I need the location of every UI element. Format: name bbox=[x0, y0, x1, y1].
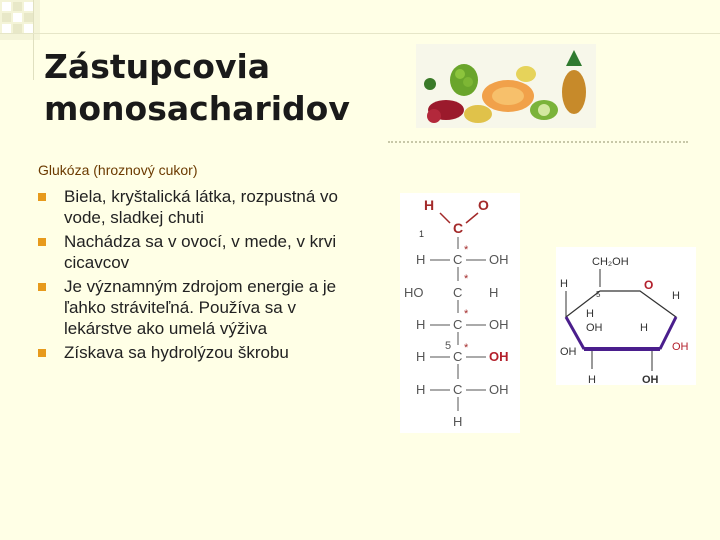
bullet-square-icon bbox=[38, 283, 46, 291]
corner-grid-decoration bbox=[0, 0, 40, 40]
dotted-divider bbox=[388, 141, 688, 143]
fischer-label: H bbox=[416, 252, 426, 267]
haworth-label: OH bbox=[586, 322, 603, 334]
fischer-label: * bbox=[464, 244, 469, 256]
fruit-image bbox=[416, 44, 596, 128]
fischer-label: OH bbox=[489, 349, 509, 364]
haworth-label: CH₂OH bbox=[592, 256, 629, 268]
bullet-text: Nachádza sa v ovocí, v mede, v krvi cicavcov bbox=[64, 232, 337, 272]
fischer-label: H bbox=[489, 285, 499, 300]
fischer-label: HO bbox=[404, 285, 424, 300]
bullet-text: Biela, kryštalická látka, rozpustná vo vode, sladkej chuti bbox=[64, 187, 339, 227]
glucose-fischer-projection bbox=[400, 193, 520, 433]
haworth-label: OH bbox=[560, 346, 577, 358]
decor-horizontal-line bbox=[0, 33, 720, 34]
haworth-label: H bbox=[640, 322, 648, 334]
decor-vertical-line bbox=[33, 0, 34, 80]
fischer-label: 1 bbox=[419, 229, 425, 239]
bullet-text: Získava sa hydrolýzou škrobu bbox=[64, 343, 289, 362]
fischer-label: OH bbox=[489, 382, 509, 397]
fischer-label: * bbox=[464, 308, 469, 320]
haworth-label: H bbox=[672, 290, 680, 302]
glucose-haworth-projection bbox=[556, 247, 696, 385]
fischer-label: * bbox=[464, 273, 469, 285]
haworth-label: OH bbox=[672, 341, 689, 353]
bullet-square-icon bbox=[38, 349, 46, 357]
bullet-list bbox=[38, 186, 368, 366]
section-subtitle: Glukóza (hroznový cukor) bbox=[38, 162, 198, 178]
fischer-label: H bbox=[416, 317, 426, 332]
fischer-label: OH bbox=[489, 252, 509, 267]
fischer-label: H bbox=[453, 414, 463, 429]
fischer-label: OH bbox=[489, 317, 509, 332]
fischer-label: C bbox=[453, 317, 463, 332]
fischer-label: H bbox=[416, 349, 426, 364]
fischer-label: C bbox=[453, 285, 463, 300]
fischer-label: C bbox=[453, 349, 463, 364]
fischer-label: H bbox=[424, 197, 435, 213]
fischer-label: O bbox=[478, 197, 489, 213]
slide-title bbox=[44, 46, 424, 130]
bullet-square-icon bbox=[38, 193, 46, 201]
list-item bbox=[38, 231, 368, 273]
title-line-1: Zástupcovia bbox=[44, 47, 271, 86]
fischer-label: C bbox=[453, 220, 464, 236]
title-line-2: monosacharidov bbox=[44, 89, 350, 128]
list-item bbox=[38, 186, 368, 228]
bullet-square-icon bbox=[38, 238, 46, 246]
fischer-label: C bbox=[453, 382, 463, 397]
haworth-label: 5 bbox=[596, 290, 601, 299]
list-item bbox=[38, 276, 368, 339]
bullet-text: Je významným zdrojom energie a je ľahko stráviteľná. Používa sa v lekárstve ako umelá výživa bbox=[64, 277, 337, 338]
haworth-label: H bbox=[560, 278, 568, 290]
fischer-label: H bbox=[416, 382, 426, 397]
haworth-label: O bbox=[644, 278, 654, 292]
fischer-label: 5 bbox=[445, 340, 452, 352]
haworth-label: H bbox=[588, 374, 596, 385]
haworth-label: OH bbox=[642, 374, 659, 385]
fischer-label: C bbox=[453, 252, 463, 267]
list-item bbox=[38, 342, 368, 363]
haworth-label: H bbox=[586, 308, 594, 320]
fischer-label: * bbox=[464, 342, 469, 354]
